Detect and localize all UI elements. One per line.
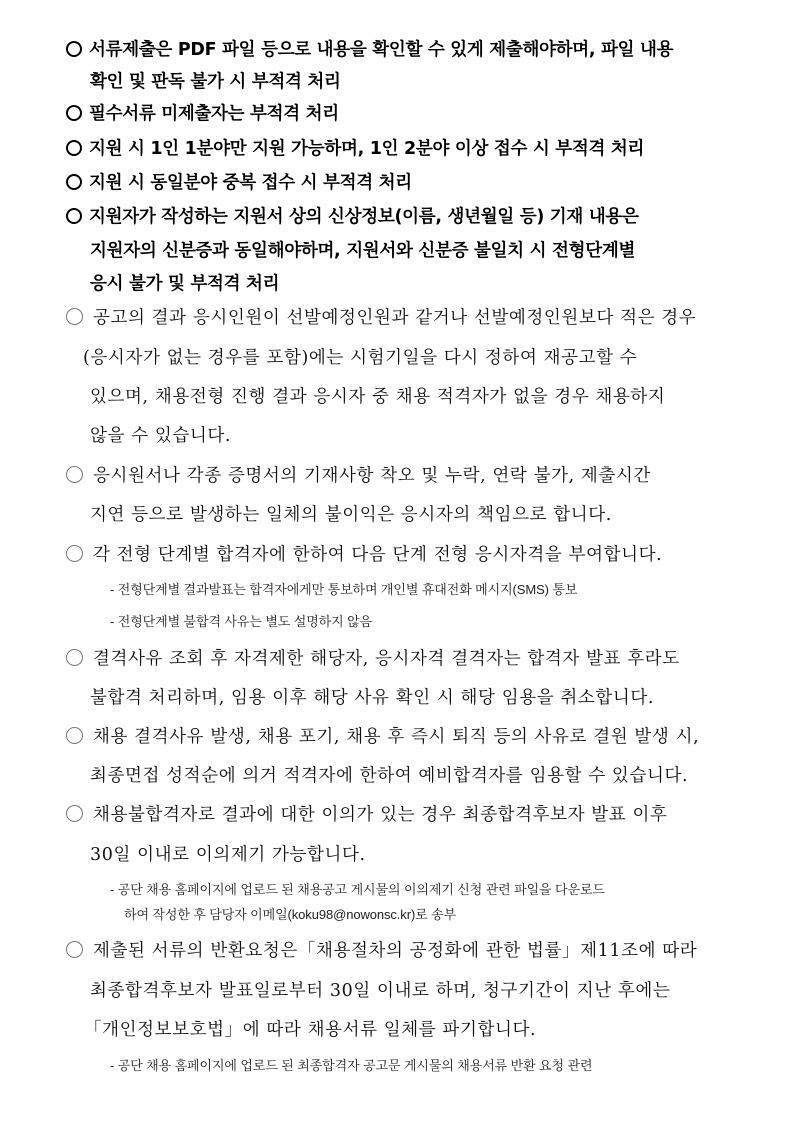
circle-bullet-icon: [66, 105, 82, 121]
notice-1-line-3: 있으며, 채용전형 진행 결과 응시자 중 채용 적격자가 없을 경우 채용하지: [90, 387, 666, 407]
circle-bullet-icon: [66, 466, 83, 483]
notice-4-line-2: 불합격 처리하며, 임용 이후 해당 사유 확인 시 해당 임용을 취소합니다.: [90, 688, 655, 708]
rule-5-line-1: 지원자가 작성하는 지원서 상의 신상정보(이름, 생년월일 등) 기재 내용은: [66, 203, 639, 228]
notice-6-sub-2: 하여 작성한 후 담당자 이메일(koku98@nowonsc.kr)로 송부: [124, 907, 457, 922]
notice-7-line-2: 최종합격후보자 발표일로부터 30일 이내로 하며, 청구기간이 지난 후에는: [90, 981, 671, 1001]
circle-bullet-icon: [66, 208, 82, 224]
circle-bullet-icon: [66, 727, 83, 744]
notice-6-line-1: 채용불합격자로 결과에 대한 이의가 있는 경우 최종합격후보자 발표 이후: [66, 801, 667, 826]
circle-bullet-icon: [66, 41, 82, 57]
notice-3-sub-2: - 전형단계별 불합격 사유는 별도 설명하지 않음: [110, 614, 373, 629]
rule-4-line-1: 지원 시 동일분야 중복 접수 시 부적격 처리: [66, 169, 412, 194]
rule-5-line-3: 응시 불가 및 부적격 처리: [90, 274, 280, 294]
notice-3-line-1: 각 전형 단계별 합격자에 한하여 다음 단계 전형 응시자격을 부여합니다.: [66, 541, 662, 566]
circle-bullet-icon: [66, 308, 83, 325]
notice-2-line-1: 응시원서나 각종 증명서의 기재사항 착오 및 누락, 연락 불가, 제출시간: [66, 462, 651, 487]
circle-bullet-icon: [66, 941, 83, 958]
notice-6-line-2: 30일 이내로 이의제기 가능합니다.: [90, 845, 366, 865]
notice-4-line-1: 결격사유 조회 후 자격제한 해당자, 응시자격 결격자는 합격자 발표 후라도: [66, 645, 680, 670]
notice-5-line-1: 채용 결격사유 발생, 채용 포기, 채용 후 즉시 퇴직 등의 사유로 결원 발생 시,: [66, 723, 699, 748]
circle-bullet-icon: [66, 649, 83, 666]
circle-bullet-icon: [66, 545, 83, 562]
circle-bullet-icon: [66, 140, 82, 156]
notice-6-sub-1: - 공단 채용 홈페이지에 업로드 된 채용공고 게시물의 이의제기 신청 관련 파일을 다운로드: [110, 882, 605, 897]
rule-1-line-1: 서류제출은 PDF 파일 등으로 내용을 확인할 수 있게 제출해야하며, 파일 내용: [66, 36, 673, 61]
notice-2-line-2: 지연 등으로 발생하는 일체의 불이익은 응시자의 책임으로 합니다.: [90, 505, 612, 525]
rule-5-line-2: 지원자의 신분증과 동일해야하며, 지원서와 신분증 불일치 시 전형단계별: [90, 241, 636, 261]
rule-3-line-1: 지원 시 1인 1분야만 지원 가능하며, 1인 2분야 이상 접수 시 부적격 처리: [66, 135, 644, 160]
rule-2-line-1: 필수서류 미제출자는 부적격 처리: [66, 100, 339, 125]
notice-1-line-2: (응시자가 없는 경우를 포함)에는 시험기일을 다시 정하여 재공고할 수: [83, 348, 638, 368]
notice-1-line-4: 않을 수 있습니다.: [90, 426, 232, 446]
notice-7-line-3: 「개인정보보호법」에 따라 채용서류 일체를 파기합니다.: [84, 1020, 537, 1040]
circle-bullet-icon: [66, 174, 82, 190]
notice-7-sub-1: - 공단 채용 홈페이지에 업로드 된 최종합격자 공고문 게시물의 채용서류 반환 요청 관련: [110, 1058, 593, 1073]
notice-5-line-2: 최종면접 성적순에 의거 적격자에 한하여 예비합격자를 임용할 수 있습니다.: [90, 766, 689, 786]
notice-7-line-1: 제출된 서류의 반환요청은「채용절차의 공정화에 관한 법률」제11조에 따라: [66, 937, 697, 962]
notice-3-sub-1: - 전형단계별 결과발표는 합격자에게만 통보하며 개인별 휴대전화 메시지(SMS) 통보: [110, 582, 578, 597]
circle-bullet-icon: [66, 805, 83, 822]
notice-1-line-1: 공고의 결과 응시인원이 선발예정인원과 같거나 선발예정인원보다 적은 경우: [66, 304, 696, 329]
rule-1-line-2: 확인 및 판독 불가 시 부적격 처리: [90, 72, 341, 92]
